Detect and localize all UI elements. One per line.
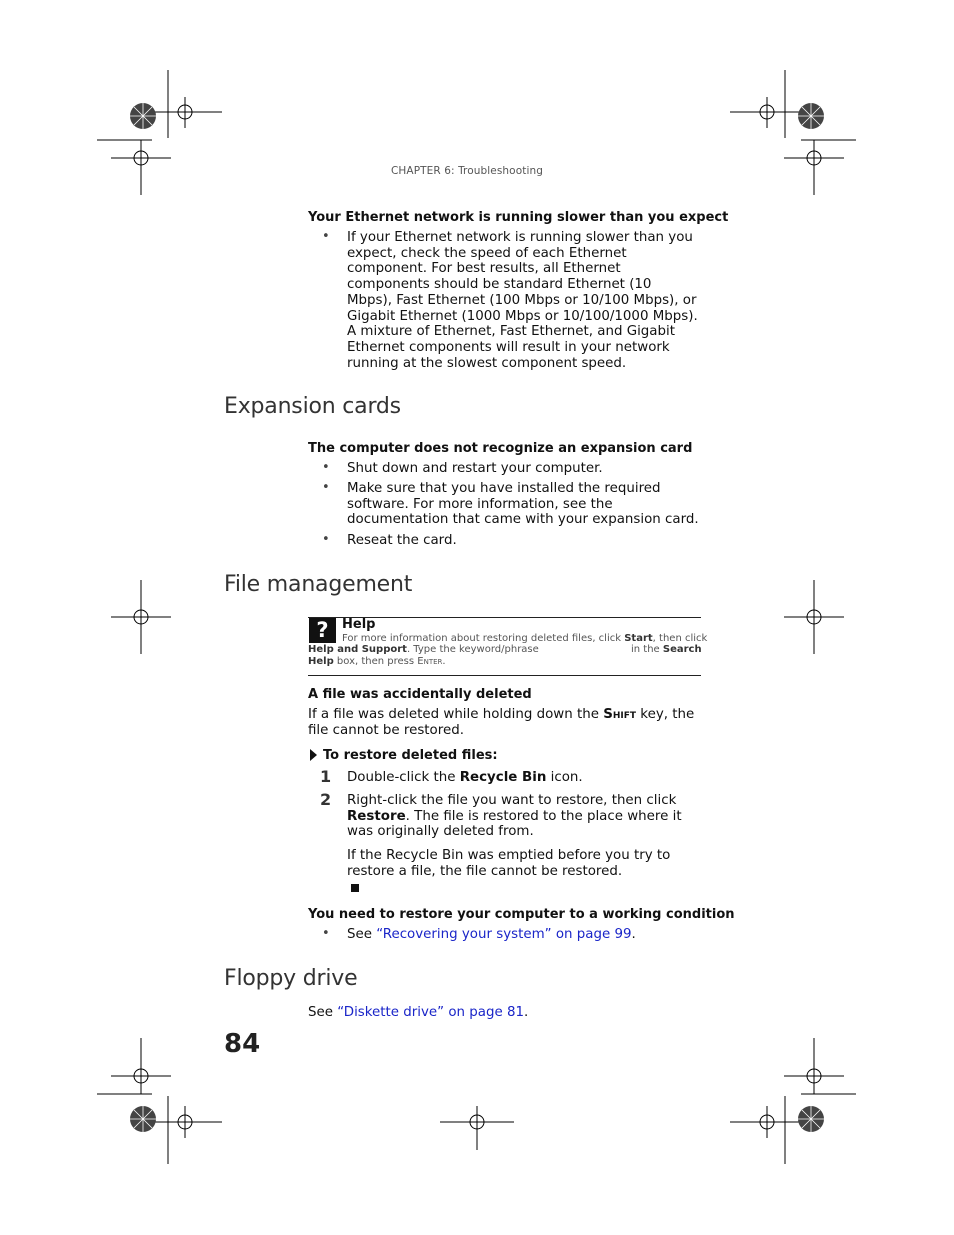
- restore-see-line: See “Recovering your system” on page 99.: [347, 927, 636, 942]
- bullet-icon: •: [322, 480, 330, 495]
- ethernet-bullet-text: If your Ethernet network is running slower than you expect, check the speed of each Ethernet component. For best results, all Ethernet components should be standard Ethernet (10 Mbps), Fast Ethernet (100 Mbps or 10/100 Mbps), or Gigabit Ethernet (1000 Mbps or 10/100/1000 Mbps). A mixture of Ethernet, Fast Ethernet, and Gigabit Ethernet components will result in your network running at the slowest component speed.: [347, 230, 698, 371]
- running-header: CHAPTER 6: Troubleshooting: [391, 165, 543, 177]
- deleted-text: If a file was deleted while holding down the Shift key, the file cannot be restored.: [308, 707, 695, 738]
- step-number: 1: [320, 767, 332, 786]
- help-line-1: For more information about restoring deleted files, click Start, then click: [342, 633, 708, 644]
- expansion-bullet-2: Make sure that you have installed the required software. For more information, see the documentation that came with your expansion card.: [347, 481, 699, 528]
- triangle-right-icon: [310, 749, 318, 761]
- ethernet-heading: Your Ethernet network is running slower than you expect: [308, 210, 729, 225]
- restore-heading: You need to restore your computer to a working condition: [308, 907, 735, 922]
- help-line-2-right: in the Search: [631, 644, 702, 655]
- page-number: 84: [224, 1029, 261, 1059]
- step-1-text: Double-click the Recycle Bin icon.: [347, 770, 583, 785]
- section-title-file-management: File management: [224, 572, 413, 597]
- expansion-bullet-3: Reseat the card.: [347, 533, 457, 548]
- diskette-drive-link[interactable]: “Diskette drive” on page 81: [337, 1005, 525, 1020]
- help-label: Help: [342, 617, 376, 632]
- recycle-bin-note: If the Recycle Bin was emptied before you try to restore a file, the file cannot be restored.: [347, 848, 671, 879]
- square-icon: [351, 884, 359, 892]
- step-number: 2: [320, 790, 332, 809]
- section-title-floppy: Floppy drive: [224, 966, 358, 991]
- deleted-heading: A file was accidentally deleted: [308, 687, 532, 702]
- help-line-3: Help box, then press Enter.: [308, 656, 446, 667]
- bullet-icon: •: [322, 926, 330, 941]
- bullet-icon: •: [322, 229, 330, 244]
- procedure-title: To restore deleted files:: [323, 748, 498, 763]
- bullet-icon: •: [322, 532, 330, 547]
- step-2-text: Right-click the file you want to restore, then click Restore. The file is restored to the place where it was originally deleted from.: [347, 793, 682, 840]
- section-title-expansion: Expansion cards: [224, 394, 401, 419]
- floppy-see-line: See “Diskette drive” on page 81.: [308, 1005, 529, 1020]
- expansion-heading: The computer does not recognize an expansion card: [308, 441, 693, 456]
- bullet-icon: •: [322, 460, 330, 475]
- recovering-system-link[interactable]: “Recovering your system” on page 99: [376, 927, 632, 942]
- help-line-2-left: Help and Support. Type the keyword/phrase: [308, 644, 539, 655]
- help-bottom-rule: [308, 675, 701, 676]
- question-mark-icon: ?: [309, 618, 336, 643]
- expansion-bullet-1: Shut down and restart your computer.: [347, 461, 603, 476]
